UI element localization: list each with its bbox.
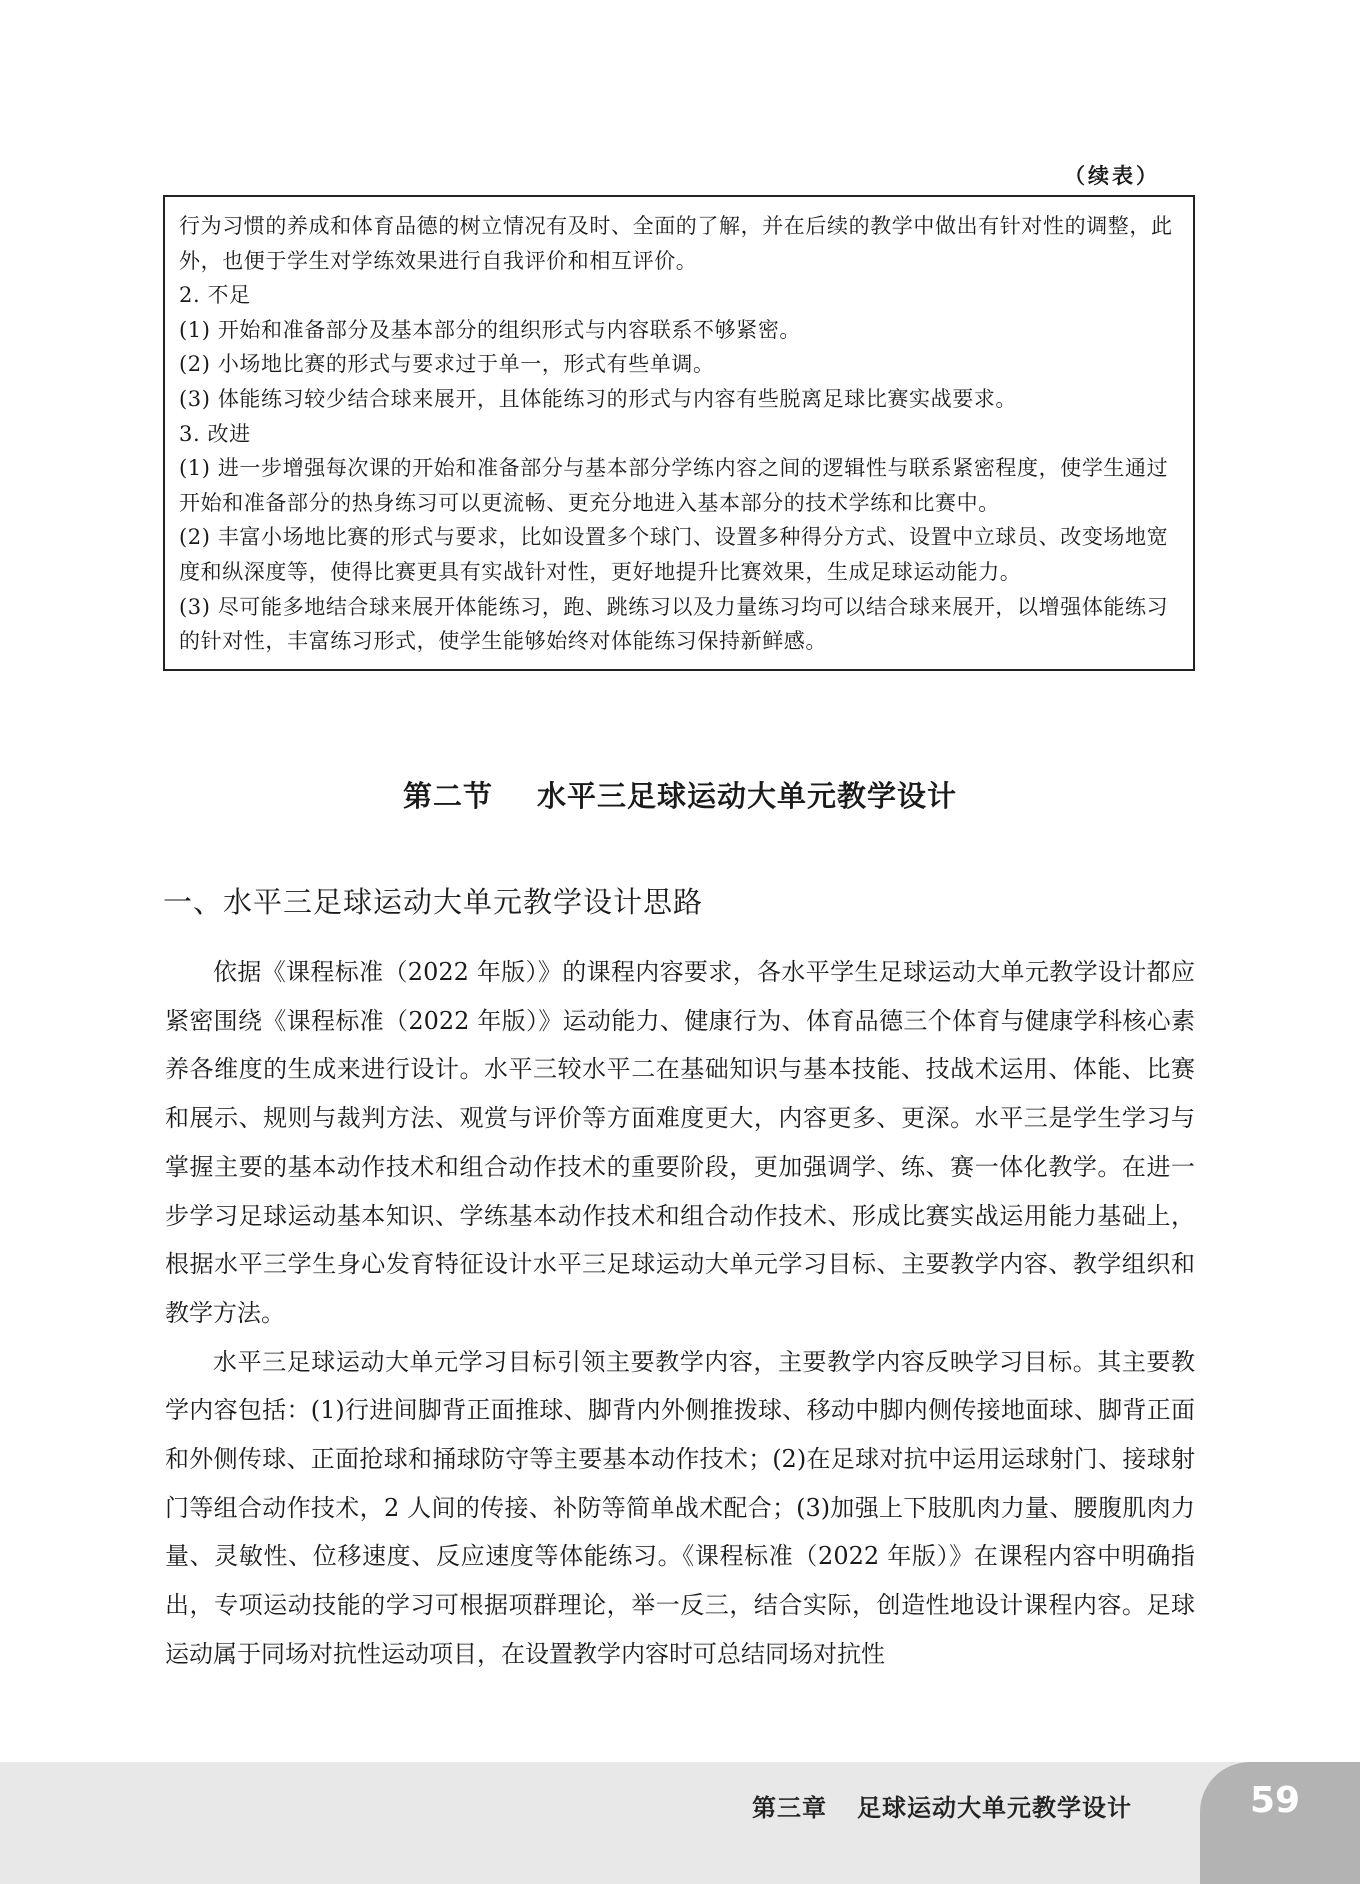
table-continued-label: （续表）	[1064, 164, 1160, 188]
subsection-heading: 一、水平三足球运动大单元教学设计思路	[163, 885, 704, 919]
section-label: 第二节	[402, 779, 493, 813]
page-number: 59	[1249, 1780, 1301, 1821]
box-line: (2) 丰富小场地比赛的形式与要求，比如设置多个球门、设置多种得分方式、设置中立球员、改变场地宽度和纵深度等，使得比赛更具有实战针对性，更好地提升比赛效果，生成足球运动能力。	[179, 525, 1169, 584]
box-line: (1) 进一步增强每次课的开始和准备部分与基本部分学练内容之间的逻辑性与联系紧密程度，使学生通过开始和准备部分的热身练习可以更流畅、更充分地进入基本部分的技术学练和比赛中。	[179, 456, 1169, 515]
box-line: 2. 不足	[179, 283, 251, 308]
footer-title-text: 足球运动大单元教学设计	[857, 1794, 1132, 1822]
box-line: (1) 开始和准备部分及基本部分的组织形式与内容联系不够紧密。	[179, 317, 802, 342]
body-text	[165, 948, 1195, 1679]
footer-chapter: 第三章	[752, 1794, 827, 1822]
paragraph: 水平三足球运动大单元学习目标引领主要教学内容，主要教学内容反映学习目标。其主要教学内容包括：(1)行进间脚背正面推球、脚背内外侧推拨球、移动中脚内侧传接地面球、脚背正面和外侧传球、正面抢球和捅球防守等主要基本动作技术；(2)在足球对抗中运用运球射门、接球射门等组合动作技术，2 人间的传接、补防等简单战术配合；(3)加强上下肢肌肉力量、腰腹肌肉力量、灵敏性、位移速度、反应速度等体能练习。《课程标准（2022 年版）》在课程内容中明确指出，专项运动技能的学习可根据项群理论，举一反三，结合实际，创造性地设计课程内容。足球运动属于同场对抗性运动项目，在设置教学内容时可总结同场对抗性	[165, 1347, 1195, 1668]
box-line: (2) 小场地比赛的形式与要求过于单一，形式有些单调。	[179, 352, 715, 377]
page-number-tab	[1200, 1762, 1360, 1884]
footer-chapter-title	[752, 1788, 1132, 1823]
box-line: 行为习惯的养成和体育品德的树立情况有及时、全面的了解，并在后续的教学中做出有针对性的调整，此外，也便于学生对学练效果进行自我评价和相互评价。	[179, 214, 1173, 273]
paragraph: 依据《课程标准（2022 年版）》的课程内容要求，各水平学生足球运动大单元教学设计都应紧密围绕《课程标准（2022 年版）》运动能力、健康行为、体育品德三个体育与健康学科核心素养各维度的生成来进行设计。水平三较水平二在基础知识与基本技能、技战术运用、体能、比赛和展示、规则与裁判方法、观赏与评价等方面难度更大，内容更多、更深。水平三是学生学习与掌握主要的基本动作技术和组合动作技术的重要阶段，更加强调学、练、赛一体化教学。在进一步学习足球运动基本知识、学练基本动作技术和组合动作技术、形成比赛实战运用能力基础上，根据水平三学生身心发育特征设计水平三足球运动大单元学习目标、主要教学内容、教学组织和教学方法。	[165, 958, 1195, 1327]
table-continuation-box	[163, 195, 1195, 671]
box-line: (3) 体能练习较少结合球来展开，且体能练习的形式与内容有些脱离足球比赛实战要求。	[179, 386, 1018, 411]
box-line: 3. 改进	[179, 421, 251, 446]
section-title	[0, 774, 1360, 815]
box-line: (3) 尽可能多地结合球来展开体能练习，跑、跳练习以及力量练习均可以结合球来展开，以增强体能练习的针对性，丰富练习形式，使学生能够始终对体能练习保持新鲜感。	[179, 594, 1169, 654]
section-title-text: 水平三足球运动大单元教学设计	[537, 779, 958, 813]
page-footer	[0, 1762, 1360, 1884]
